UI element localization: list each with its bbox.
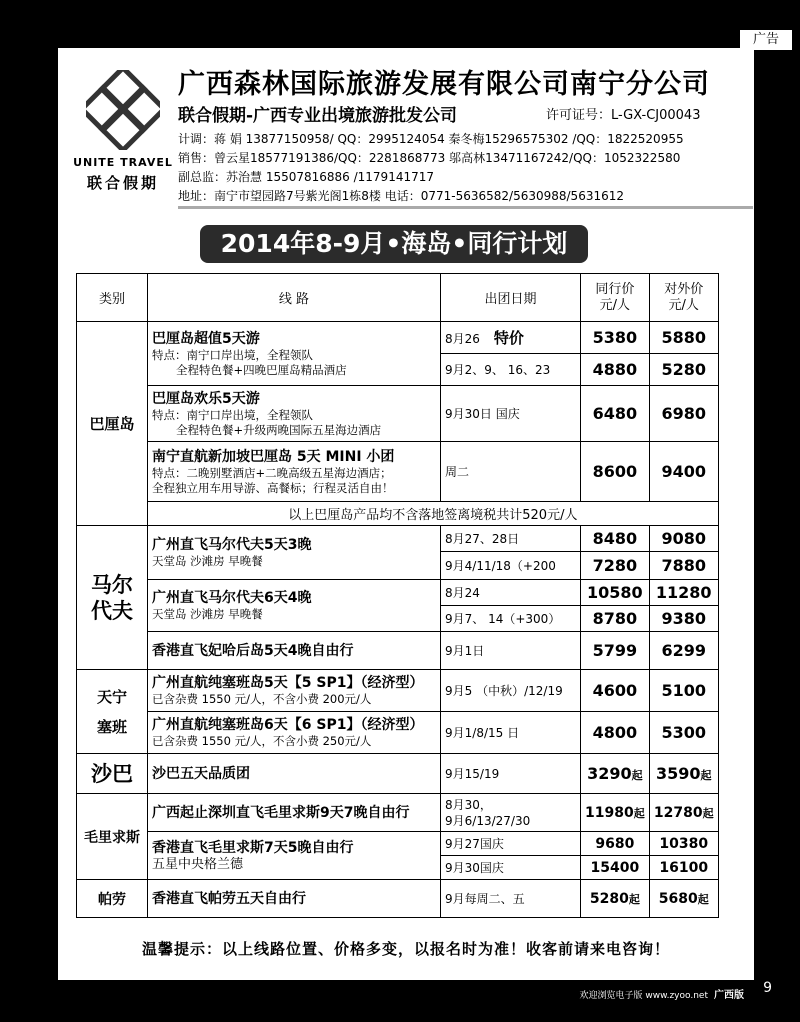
public-price: 6980 xyxy=(649,386,718,442)
table-row xyxy=(77,712,719,754)
departure-date: 周二 xyxy=(441,442,581,502)
price-suffix: 起 xyxy=(702,806,714,820)
route-title: 广州直飞马尔代夫6天4晚 xyxy=(152,590,312,606)
departure-date: 9月每周二、五 xyxy=(441,880,581,918)
header-category: 类别 xyxy=(77,274,148,322)
peer-price xyxy=(581,794,650,832)
price-value: 11980 xyxy=(585,804,634,821)
category-sabah: 沙巴 xyxy=(77,754,148,794)
departure-date: 8月27、28日 xyxy=(441,526,581,552)
public-price: 11280 xyxy=(649,580,718,606)
public-price: 7880 xyxy=(649,552,718,580)
route-cell xyxy=(148,754,441,794)
logo-english: UNITE TRAVEL xyxy=(73,156,173,169)
table-row xyxy=(77,832,719,856)
route-title: 南宁直航新加坡巴厘岛 5天 MINI 小团 xyxy=(152,448,395,465)
public-price: 9400 xyxy=(649,442,718,502)
departure-date: 8月24 xyxy=(441,580,581,606)
table-row xyxy=(77,580,719,606)
price-suffix: 起 xyxy=(697,892,709,906)
header-peer-price: 同行价 元/人 xyxy=(581,274,650,322)
departure-date: 8月30， 9月6/13/27/30 xyxy=(441,794,581,832)
company-header xyxy=(58,48,754,208)
public-price: 5100 xyxy=(649,670,718,712)
page-number: 9 xyxy=(763,980,772,996)
peer-price: 5380 xyxy=(581,322,650,354)
table-row xyxy=(77,794,719,832)
public-price: 5280 xyxy=(649,354,718,386)
contact-line: 地址：南宁市望园路7号紫光阁1栋8楼 电话：0771-5636582/5630988/5631612 xyxy=(178,189,625,203)
route-title: 香港直飞毛里求斯7天5晚自由行 xyxy=(152,840,354,856)
price-value: 3590 xyxy=(655,764,701,783)
tour-plan-table xyxy=(76,273,719,918)
ad-tag: 广告 xyxy=(740,30,792,50)
route-detail: 特点：二晚别墅酒店+二晚高级五星海边酒店； xyxy=(152,465,392,480)
public-price: 6299 xyxy=(649,632,718,670)
table-row xyxy=(77,442,719,502)
route-title: 沙巴五天品质团 xyxy=(152,765,250,782)
peer-price xyxy=(581,754,650,794)
route-title: 广州直飞马尔代夫5天3晚 xyxy=(152,537,312,553)
route-title: 广州直航纯塞班岛6天【6 SP1】（经济型） xyxy=(152,717,424,733)
departure-date: 9月2、9、 16、23 xyxy=(441,354,581,386)
public-price: 9080 xyxy=(649,526,718,552)
peer-price: 5799 xyxy=(581,632,650,670)
contact-line: 副总监：苏治慧 15507816886 /1179141717 xyxy=(178,170,435,184)
peer-price: 8480 xyxy=(581,526,650,552)
table-row xyxy=(77,526,719,552)
route-cell xyxy=(148,526,441,580)
route-cell xyxy=(148,580,441,632)
route-detail: 特点：南宁口岸出境，全程领队 xyxy=(152,407,313,422)
peer-price xyxy=(581,880,650,918)
peer-price: 4880 xyxy=(581,354,650,386)
route-cell xyxy=(148,712,441,754)
table-row xyxy=(77,754,719,794)
date-text: 8月26 xyxy=(445,332,480,346)
departure-date: 9月5 （中秋）/12/19 xyxy=(441,670,581,712)
peer-price: 4600 xyxy=(581,670,650,712)
header-public-price: 对外价 元/人 xyxy=(649,274,718,322)
route-title: 香港直飞妃哈后岛5天4晚自由行 xyxy=(152,642,354,659)
route-title: 广州直航纯塞班岛5天【5 SP1】（经济型） xyxy=(152,675,424,691)
departure-date: 9月7、 14（+300） xyxy=(441,606,581,632)
departure-date: 9月1/8/15 日 xyxy=(441,712,581,754)
route-detail: 全程特色餐+四晚巴厘岛精品酒店 xyxy=(176,362,347,377)
company-subtitle: 联合假期-广西专业出境旅游批发公司 xyxy=(178,106,458,126)
footer xyxy=(579,986,744,1001)
route-cell xyxy=(148,632,441,670)
route-cell xyxy=(148,670,441,712)
category-saipan: 天宁 塞班 xyxy=(77,670,148,754)
departure-date: 9月1日 xyxy=(441,632,581,670)
price-value: 3290 xyxy=(587,764,632,783)
special-price-tag: 特价 xyxy=(493,329,524,347)
footer-text: 欢迎浏览电子版 www.zyoo.net xyxy=(579,991,708,1001)
route-cell xyxy=(148,386,441,442)
route-title: 广西起止深圳直飞毛里求斯9天7晚自由行 xyxy=(152,804,410,821)
peer-price: 10580 xyxy=(581,580,650,606)
category-palau: 帕劳 xyxy=(77,880,148,918)
public-price xyxy=(649,880,718,918)
license-number: 许可证号：L-GX-CJ00043 xyxy=(546,108,701,123)
departure-date: 9月15/19 xyxy=(441,754,581,794)
public-price: 5300 xyxy=(649,712,718,754)
price-suffix: 起 xyxy=(633,806,645,820)
table-row xyxy=(77,322,719,354)
route-detail: 全程特色餐+升级两晚国际五星海边酒店 xyxy=(176,422,382,437)
price-value: 12780 xyxy=(653,804,703,821)
contact-line: 销售：曾云星18577191386/QQ：2281868773 邬高林13471167242/QQ：1052322580 xyxy=(178,151,681,165)
price-suffix: 起 xyxy=(628,892,640,906)
public-price xyxy=(649,754,718,794)
table-row xyxy=(77,502,719,526)
header-divider xyxy=(178,206,753,209)
bali-tax-note: 以上巴厘岛产品均不含落地签离境税共计520元/人 xyxy=(148,502,719,526)
route-title: 香港直飞帕劳五天自由行 xyxy=(152,890,306,907)
departure-date: 9月30日 国庆 xyxy=(441,386,581,442)
departure-date xyxy=(441,322,581,354)
route-cell xyxy=(148,880,441,918)
route-detail: 已含杂费 1550 元/人，不含小费 250元/人 xyxy=(152,734,372,748)
peer-price: 4800 xyxy=(581,712,650,754)
table-row xyxy=(77,386,719,442)
category-mauritius: 毛里求斯 xyxy=(77,794,148,880)
departure-date: 9月4/11/18（+200 xyxy=(441,552,581,580)
peer-price: 8600 xyxy=(581,442,650,502)
departure-date: 9月27国庆 xyxy=(441,832,581,856)
route-cell xyxy=(148,322,441,386)
price-value: 5680 xyxy=(658,890,698,907)
table-row xyxy=(77,632,719,670)
route-cell xyxy=(148,832,441,880)
route-title: 巴厘岛超值5天游 xyxy=(152,330,260,347)
route-detail: 特点：南宁口岸出境，全程领队 xyxy=(152,347,313,362)
header-route: 线 路 xyxy=(148,274,441,322)
peer-price: 15400 xyxy=(581,856,650,880)
public-price xyxy=(649,794,718,832)
route-detail: 已含杂费 1550 元/人，不含小费 200元/人 xyxy=(152,692,372,706)
plan-banner: 2014年8-9月•海岛•同行计划 xyxy=(200,225,588,263)
public-price: 16100 xyxy=(649,856,718,880)
warm-tip: 温馨提示：以上线路位置、价格多变，以报名时为准！收客前请来电咨询！ xyxy=(141,940,670,958)
route-detail: 天堂岛 沙滩房 早晚餐 xyxy=(152,607,263,621)
table-row xyxy=(77,670,719,712)
company-logo xyxy=(68,68,178,208)
contact-line: 计调：蒋 娟 13877150958/ QQ：2995124054 秦冬梅15296575302 /QQ：1822520955 xyxy=(178,132,684,146)
table-header-row xyxy=(77,274,719,322)
price-suffix: 起 xyxy=(631,769,643,782)
peer-price: 7280 xyxy=(581,552,650,580)
ad-page xyxy=(58,48,754,980)
departure-date: 9月30国庆 xyxy=(441,856,581,880)
category-bali: 巴厘岛 xyxy=(77,322,148,526)
route-cell xyxy=(148,442,441,502)
route-title: 巴厘岛欢乐5天游 xyxy=(152,390,260,407)
header-date: 出团日期 xyxy=(441,274,581,322)
route-detail: 五星中央格兰德 xyxy=(152,857,244,872)
knot-logo-icon xyxy=(86,70,160,150)
public-price: 5880 xyxy=(649,322,718,354)
route-cell xyxy=(148,794,441,832)
route-detail: 天堂岛 沙滩房 早晚餐 xyxy=(152,554,263,568)
price-suffix: 起 xyxy=(700,769,712,782)
table-row xyxy=(77,880,719,918)
public-price: 9380 xyxy=(649,606,718,632)
peer-price: 8780 xyxy=(581,606,650,632)
public-price: 10380 xyxy=(649,832,718,856)
route-detail: 全程独立用车用导游、高餐标；行程灵活自由！ xyxy=(152,480,394,495)
logo-chinese: 联合假期 xyxy=(86,174,159,192)
peer-price: 6480 xyxy=(581,386,650,442)
company-name: 广西森林国际旅游发展有限公司南宁分公司 xyxy=(178,69,710,100)
price-value: 5280 xyxy=(589,890,629,907)
footer-edition: 广西版 xyxy=(714,990,744,1001)
peer-price: 9680 xyxy=(581,832,650,856)
category-maldives: 马尔 代夫 xyxy=(77,526,148,670)
